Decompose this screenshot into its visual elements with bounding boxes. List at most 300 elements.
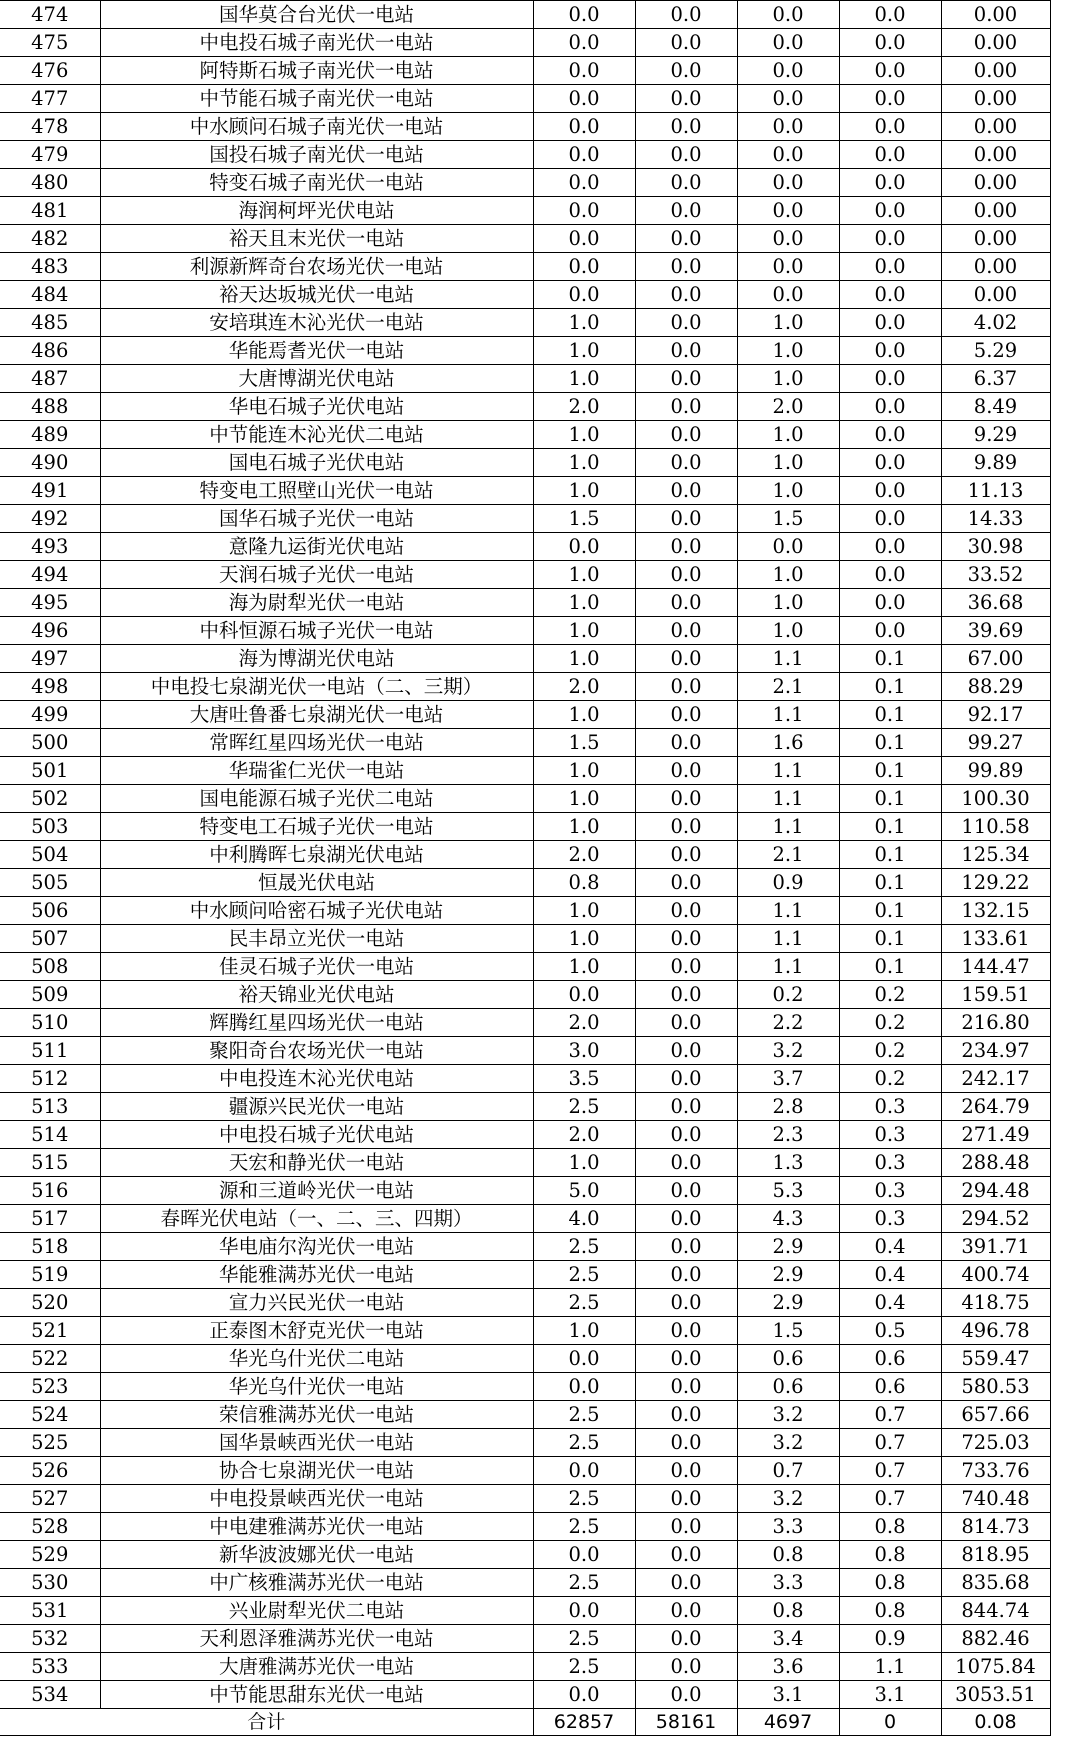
- value-cell[interactable]: 0.00: [941, 141, 1050, 169]
- value-cell[interactable]: 0.0: [839, 505, 941, 533]
- station-name-cell[interactable]: 华电石城子光伏电站: [100, 393, 533, 421]
- value-cell[interactable]: 725.03: [941, 1429, 1050, 1457]
- value-cell[interactable]: 0.6: [839, 1345, 941, 1373]
- value-cell[interactable]: 0.0: [533, 1373, 635, 1401]
- row-number-cell[interactable]: 532: [0, 1625, 100, 1653]
- station-name-cell[interactable]: 中电投石城子南光伏一电站: [100, 29, 533, 57]
- station-name-cell[interactable]: 天宏和静光伏一电站: [100, 1149, 533, 1177]
- value-cell[interactable]: 1.0: [737, 421, 839, 449]
- value-cell[interactable]: 8.49: [941, 393, 1050, 421]
- value-cell[interactable]: 0.00: [941, 113, 1050, 141]
- value-cell[interactable]: 2.0: [533, 841, 635, 869]
- value-cell[interactable]: 1.0: [737, 617, 839, 645]
- value-cell[interactable]: 1.6: [737, 729, 839, 757]
- value-cell[interactable]: 0.0: [635, 225, 737, 253]
- row-number-cell[interactable]: 512: [0, 1065, 100, 1093]
- value-cell[interactable]: 0.0: [635, 645, 737, 673]
- value-cell[interactable]: 0.3: [839, 1093, 941, 1121]
- value-cell[interactable]: 0.1: [839, 869, 941, 897]
- value-cell[interactable]: 2.2: [737, 1009, 839, 1037]
- value-cell[interactable]: 6.37: [941, 365, 1050, 393]
- station-name-cell[interactable]: 特变电工照壁山光伏一电站: [100, 477, 533, 505]
- value-cell[interactable]: 0.0: [635, 589, 737, 617]
- value-cell[interactable]: 4.02: [941, 309, 1050, 337]
- value-cell[interactable]: 391.71: [941, 1233, 1050, 1261]
- value-cell[interactable]: 1.1: [737, 757, 839, 785]
- value-cell[interactable]: 1.0: [533, 617, 635, 645]
- value-cell[interactable]: 0.0: [533, 1345, 635, 1373]
- row-number-cell[interactable]: 519: [0, 1261, 100, 1289]
- row-number-cell[interactable]: 529: [0, 1541, 100, 1569]
- row-number-cell[interactable]: 524: [0, 1401, 100, 1429]
- value-cell[interactable]: 0.0: [635, 1, 737, 29]
- value-cell[interactable]: 0.00: [941, 57, 1050, 85]
- value-cell[interactable]: 0.0: [635, 1569, 737, 1597]
- value-cell[interactable]: 0.8: [839, 1569, 941, 1597]
- value-cell[interactable]: 133.61: [941, 925, 1050, 953]
- value-cell[interactable]: 0.8: [737, 1541, 839, 1569]
- station-name-cell[interactable]: 华瑞雀仁光伏一电站: [100, 757, 533, 785]
- value-cell[interactable]: 1.0: [533, 701, 635, 729]
- value-cell[interactable]: 0.0: [737, 1, 839, 29]
- value-cell[interactable]: 559.47: [941, 1345, 1050, 1373]
- value-cell[interactable]: 835.68: [941, 1569, 1050, 1597]
- row-number-cell[interactable]: 506: [0, 897, 100, 925]
- row-number-cell[interactable]: 526: [0, 1457, 100, 1485]
- value-cell[interactable]: 0.0: [533, 85, 635, 113]
- value-cell[interactable]: 0.0: [737, 281, 839, 309]
- total-value-cell[interactable]: 0.08: [941, 1709, 1050, 1736]
- value-cell[interactable]: 0.0: [533, 1597, 635, 1625]
- value-cell[interactable]: 0.00: [941, 281, 1050, 309]
- value-cell[interactable]: 0.0: [839, 617, 941, 645]
- value-cell[interactable]: 1.0: [533, 449, 635, 477]
- value-cell[interactable]: 0.0: [635, 673, 737, 701]
- row-number-cell[interactable]: 491: [0, 477, 100, 505]
- value-cell[interactable]: 0.3: [839, 1205, 941, 1233]
- row-number-cell[interactable]: 513: [0, 1093, 100, 1121]
- value-cell[interactable]: 0.9: [737, 869, 839, 897]
- total-value-cell[interactable]: 4697: [737, 1709, 839, 1736]
- value-cell[interactable]: 1.0: [533, 1149, 635, 1177]
- row-number-cell[interactable]: 509: [0, 981, 100, 1009]
- value-cell[interactable]: 0.0: [635, 1597, 737, 1625]
- value-cell[interactable]: 2.9: [737, 1289, 839, 1317]
- value-cell[interactable]: 0.0: [635, 113, 737, 141]
- station-name-cell[interactable]: 大唐吐鲁番七泉湖光伏一电站: [100, 701, 533, 729]
- value-cell[interactable]: 0.0: [635, 449, 737, 477]
- value-cell[interactable]: 3.3: [737, 1513, 839, 1541]
- station-name-cell[interactable]: 兴业尉犁光伏二电站: [100, 1597, 533, 1625]
- station-name-cell[interactable]: 特变电工石城子光伏一电站: [100, 813, 533, 841]
- value-cell[interactable]: 1.5: [533, 505, 635, 533]
- row-number-cell[interactable]: 487: [0, 365, 100, 393]
- row-number-cell[interactable]: 488: [0, 393, 100, 421]
- value-cell[interactable]: 0.0: [737, 141, 839, 169]
- row-number-cell[interactable]: 508: [0, 953, 100, 981]
- value-cell[interactable]: 2.5: [533, 1653, 635, 1681]
- row-number-cell[interactable]: 478: [0, 113, 100, 141]
- value-cell[interactable]: 2.3: [737, 1121, 839, 1149]
- total-label-cell[interactable]: 合计: [0, 1709, 533, 1736]
- value-cell[interactable]: 1.0: [533, 1317, 635, 1345]
- value-cell[interactable]: 33.52: [941, 561, 1050, 589]
- value-cell[interactable]: 0.8: [737, 1597, 839, 1625]
- station-name-cell[interactable]: 大唐博湖光伏电站: [100, 365, 533, 393]
- value-cell[interactable]: 3.2: [737, 1401, 839, 1429]
- row-number-cell[interactable]: 516: [0, 1177, 100, 1205]
- station-name-cell[interactable]: 辉腾红星四场光伏一电站: [100, 1009, 533, 1037]
- value-cell[interactable]: 1.0: [737, 477, 839, 505]
- value-cell[interactable]: 110.58: [941, 813, 1050, 841]
- station-name-cell[interactable]: 中节能连木沁光伏二电站: [100, 421, 533, 449]
- value-cell[interactable]: 882.46: [941, 1625, 1050, 1653]
- station-name-cell[interactable]: 中节能思甜东光伏一电站: [100, 1681, 533, 1709]
- value-cell[interactable]: 0.0: [533, 225, 635, 253]
- station-name-cell[interactable]: 安培琪连木沁光伏一电站: [100, 309, 533, 337]
- value-cell[interactable]: 9.89: [941, 449, 1050, 477]
- value-cell[interactable]: 0.0: [839, 253, 941, 281]
- value-cell[interactable]: 5.0: [533, 1177, 635, 1205]
- value-cell[interactable]: 0.00: [941, 169, 1050, 197]
- value-cell[interactable]: 0.0: [635, 1457, 737, 1485]
- value-cell[interactable]: 242.17: [941, 1065, 1050, 1093]
- row-number-cell[interactable]: 503: [0, 813, 100, 841]
- row-number-cell[interactable]: 498: [0, 673, 100, 701]
- value-cell[interactable]: 1.0: [533, 897, 635, 925]
- station-name-cell[interactable]: 中电投景峡西光伏一电站: [100, 1485, 533, 1513]
- value-cell[interactable]: 0.0: [737, 113, 839, 141]
- row-number-cell[interactable]: 518: [0, 1233, 100, 1261]
- value-cell[interactable]: 0.0: [839, 365, 941, 393]
- row-number-cell[interactable]: 477: [0, 85, 100, 113]
- value-cell[interactable]: 0.0: [635, 981, 737, 1009]
- station-name-cell[interactable]: 中水顾问哈密石城子光伏电站: [100, 897, 533, 925]
- station-name-cell[interactable]: 海为博湖光伏电站: [100, 645, 533, 673]
- station-name-cell[interactable]: 春晖光伏电站（一、二、三、四期）: [100, 1205, 533, 1233]
- station-name-cell[interactable]: 协合七泉湖光伏一电站: [100, 1457, 533, 1485]
- value-cell[interactable]: 0.8: [533, 869, 635, 897]
- station-name-cell[interactable]: 新华波波娜光伏一电站: [100, 1541, 533, 1569]
- value-cell[interactable]: 0.0: [533, 197, 635, 225]
- value-cell[interactable]: 2.9: [737, 1261, 839, 1289]
- value-cell[interactable]: 3.1: [737, 1681, 839, 1709]
- value-cell[interactable]: 1.0: [737, 561, 839, 589]
- value-cell[interactable]: 0.0: [635, 1373, 737, 1401]
- row-number-cell[interactable]: 479: [0, 141, 100, 169]
- value-cell[interactable]: 100.30: [941, 785, 1050, 813]
- row-number-cell[interactable]: 511: [0, 1037, 100, 1065]
- value-cell[interactable]: 1.0: [533, 757, 635, 785]
- station-name-cell[interactable]: 大唐雅满苏光伏一电站: [100, 1653, 533, 1681]
- value-cell[interactable]: 0.0: [839, 57, 941, 85]
- value-cell[interactable]: 0.5: [839, 1317, 941, 1345]
- value-cell[interactable]: 0.0: [737, 533, 839, 561]
- value-cell[interactable]: 0.0: [635, 141, 737, 169]
- value-cell[interactable]: 0.0: [533, 1541, 635, 1569]
- value-cell[interactable]: 0.8: [839, 1597, 941, 1625]
- value-cell[interactable]: 0.6: [737, 1373, 839, 1401]
- value-cell[interactable]: 288.48: [941, 1149, 1050, 1177]
- station-name-cell[interactable]: 中广核雅满苏光伏一电站: [100, 1569, 533, 1597]
- station-name-cell[interactable]: 中电建雅满苏光伏一电站: [100, 1513, 533, 1541]
- value-cell[interactable]: 0.0: [839, 561, 941, 589]
- value-cell[interactable]: 36.68: [941, 589, 1050, 617]
- value-cell[interactable]: 0.0: [635, 729, 737, 757]
- value-cell[interactable]: 0.0: [839, 393, 941, 421]
- value-cell[interactable]: 0.2: [737, 981, 839, 1009]
- station-name-cell[interactable]: 宣力兴民光伏一电站: [100, 1289, 533, 1317]
- value-cell[interactable]: 0.0: [533, 533, 635, 561]
- station-name-cell[interactable]: 正泰图木舒克光伏一电站: [100, 1317, 533, 1345]
- value-cell[interactable]: 1.0: [533, 337, 635, 365]
- value-cell[interactable]: 0.7: [839, 1485, 941, 1513]
- row-number-cell[interactable]: 510: [0, 1009, 100, 1037]
- value-cell[interactable]: 0.3: [839, 1121, 941, 1149]
- station-name-cell[interactable]: 源和三道岭光伏一电站: [100, 1177, 533, 1205]
- value-cell[interactable]: 1.1: [737, 701, 839, 729]
- value-cell[interactable]: 0.0: [635, 1121, 737, 1149]
- value-cell[interactable]: 0.0: [839, 533, 941, 561]
- value-cell[interactable]: 0.0: [635, 701, 737, 729]
- row-number-cell[interactable]: 522: [0, 1345, 100, 1373]
- value-cell[interactable]: 159.51: [941, 981, 1050, 1009]
- station-name-cell[interactable]: 中电投连木沁光伏电站: [100, 1065, 533, 1093]
- row-number-cell[interactable]: 500: [0, 729, 100, 757]
- station-name-cell[interactable]: 恒晟光伏电站: [100, 869, 533, 897]
- row-number-cell[interactable]: 530: [0, 1569, 100, 1597]
- station-name-cell[interactable]: 裕天达坂城光伏一电站: [100, 281, 533, 309]
- value-cell[interactable]: 0.0: [635, 953, 737, 981]
- value-cell[interactable]: 0.0: [635, 309, 737, 337]
- station-name-cell[interactable]: 荣信雅满苏光伏一电站: [100, 1401, 533, 1429]
- value-cell[interactable]: 400.74: [941, 1261, 1050, 1289]
- station-name-cell[interactable]: 裕天且末光伏一电站: [100, 225, 533, 253]
- value-cell[interactable]: 0.1: [839, 813, 941, 841]
- value-cell[interactable]: 0.00: [941, 85, 1050, 113]
- value-cell[interactable]: 0.0: [635, 1625, 737, 1653]
- row-number-cell[interactable]: 507: [0, 925, 100, 953]
- value-cell[interactable]: 99.27: [941, 729, 1050, 757]
- value-cell[interactable]: 0.0: [737, 57, 839, 85]
- value-cell[interactable]: 2.0: [533, 393, 635, 421]
- row-number-cell[interactable]: 493: [0, 533, 100, 561]
- row-number-cell[interactable]: 527: [0, 1485, 100, 1513]
- station-name-cell[interactable]: 华能雅满苏光伏一电站: [100, 1261, 533, 1289]
- value-cell[interactable]: 0.2: [839, 1065, 941, 1093]
- value-cell[interactable]: 144.47: [941, 953, 1050, 981]
- station-name-cell[interactable]: 华能焉耆光伏一电站: [100, 337, 533, 365]
- value-cell[interactable]: 1.0: [533, 421, 635, 449]
- value-cell[interactable]: 2.1: [737, 673, 839, 701]
- value-cell[interactable]: 0.0: [635, 1093, 737, 1121]
- station-name-cell[interactable]: 聚阳奇台农场光伏一电站: [100, 1037, 533, 1065]
- value-cell[interactable]: 0.2: [839, 1009, 941, 1037]
- value-cell[interactable]: 0.7: [839, 1457, 941, 1485]
- station-name-cell[interactable]: 国华莫合台光伏一电站: [100, 1, 533, 29]
- value-cell[interactable]: 2.5: [533, 1569, 635, 1597]
- row-number-cell[interactable]: 523: [0, 1373, 100, 1401]
- value-cell[interactable]: 88.29: [941, 673, 1050, 701]
- value-cell[interactable]: 0.7: [839, 1401, 941, 1429]
- station-name-cell[interactable]: 华光乌什光伏二电站: [100, 1345, 533, 1373]
- value-cell[interactable]: 2.0: [737, 393, 839, 421]
- station-name-cell[interactable]: 利源新辉奇台农场光伏一电站: [100, 253, 533, 281]
- value-cell[interactable]: 0.0: [635, 169, 737, 197]
- value-cell[interactable]: 1.0: [533, 953, 635, 981]
- value-cell[interactable]: 3.1: [839, 1681, 941, 1709]
- station-name-cell[interactable]: 中水顾问石城子南光伏一电站: [100, 113, 533, 141]
- value-cell[interactable]: 0.6: [737, 1345, 839, 1373]
- value-cell[interactable]: 1.1: [737, 785, 839, 813]
- value-cell[interactable]: 11.13: [941, 477, 1050, 505]
- value-cell[interactable]: 0.0: [635, 1261, 737, 1289]
- value-cell[interactable]: 1075.84: [941, 1653, 1050, 1681]
- station-name-cell[interactable]: 中节能石城子南光伏一电站: [100, 85, 533, 113]
- value-cell[interactable]: 0.0: [635, 1177, 737, 1205]
- row-number-cell[interactable]: 496: [0, 617, 100, 645]
- value-cell[interactable]: 580.53: [941, 1373, 1050, 1401]
- value-cell[interactable]: 1.3: [737, 1149, 839, 1177]
- value-cell[interactable]: 4.0: [533, 1205, 635, 1233]
- value-cell[interactable]: 5.29: [941, 337, 1050, 365]
- value-cell[interactable]: 844.74: [941, 1597, 1050, 1625]
- value-cell[interactable]: 92.17: [941, 701, 1050, 729]
- value-cell[interactable]: 294.48: [941, 1177, 1050, 1205]
- value-cell[interactable]: 0.0: [839, 449, 941, 477]
- row-number-cell[interactable]: 502: [0, 785, 100, 813]
- value-cell[interactable]: 1.0: [533, 561, 635, 589]
- row-number-cell[interactable]: 481: [0, 197, 100, 225]
- value-cell[interactable]: 3.0: [533, 1037, 635, 1065]
- value-cell[interactable]: 1.0: [533, 365, 635, 393]
- value-cell[interactable]: 3.4: [737, 1625, 839, 1653]
- row-number-cell[interactable]: 475: [0, 29, 100, 57]
- value-cell[interactable]: 3.2: [737, 1485, 839, 1513]
- row-number-cell[interactable]: 483: [0, 253, 100, 281]
- row-number-cell[interactable]: 534: [0, 1681, 100, 1709]
- value-cell[interactable]: 0.0: [839, 141, 941, 169]
- value-cell[interactable]: 0.0: [533, 141, 635, 169]
- value-cell[interactable]: 0.0: [635, 1653, 737, 1681]
- station-name-cell[interactable]: 国投石城子南光伏一电站: [100, 141, 533, 169]
- station-name-cell[interactable]: 中电投石城子光伏电站: [100, 1121, 533, 1149]
- value-cell[interactable]: 0.00: [941, 253, 1050, 281]
- value-cell[interactable]: 2.5: [533, 1485, 635, 1513]
- total-value-cell[interactable]: 58161: [635, 1709, 737, 1736]
- station-name-cell[interactable]: 中利腾晖七泉湖光伏电站: [100, 841, 533, 869]
- value-cell[interactable]: 0.0: [635, 477, 737, 505]
- value-cell[interactable]: 3.5: [533, 1065, 635, 1093]
- value-cell[interactable]: 3053.51: [941, 1681, 1050, 1709]
- value-cell[interactable]: 0.0: [839, 29, 941, 57]
- value-cell[interactable]: 39.69: [941, 617, 1050, 645]
- station-name-cell[interactable]: 国华景峡西光伏一电站: [100, 1429, 533, 1457]
- value-cell[interactable]: 0.0: [635, 1317, 737, 1345]
- value-cell[interactable]: 0.0: [839, 225, 941, 253]
- row-number-cell[interactable]: 531: [0, 1597, 100, 1625]
- value-cell[interactable]: 0.8: [839, 1513, 941, 1541]
- value-cell[interactable]: 0.0: [635, 869, 737, 897]
- value-cell[interactable]: 271.49: [941, 1121, 1050, 1149]
- value-cell[interactable]: 30.98: [941, 533, 1050, 561]
- value-cell[interactable]: 0.0: [533, 29, 635, 57]
- value-cell[interactable]: 5.3: [737, 1177, 839, 1205]
- value-cell[interactable]: 0.0: [839, 309, 941, 337]
- value-cell[interactable]: 294.52: [941, 1205, 1050, 1233]
- value-cell[interactable]: 216.80: [941, 1009, 1050, 1037]
- value-cell[interactable]: 0.0: [839, 281, 941, 309]
- value-cell[interactable]: 0.0: [635, 533, 737, 561]
- value-cell[interactable]: 0.0: [635, 1065, 737, 1093]
- value-cell[interactable]: 418.75: [941, 1289, 1050, 1317]
- value-cell[interactable]: 0.0: [635, 785, 737, 813]
- value-cell[interactable]: 0.0: [635, 85, 737, 113]
- row-number-cell[interactable]: 504: [0, 841, 100, 869]
- value-cell[interactable]: 0.0: [737, 169, 839, 197]
- value-cell[interactable]: 3.7: [737, 1065, 839, 1093]
- row-number-cell[interactable]: 484: [0, 281, 100, 309]
- value-cell[interactable]: 0.1: [839, 673, 941, 701]
- value-cell[interactable]: 1.1: [737, 953, 839, 981]
- row-number-cell[interactable]: 495: [0, 589, 100, 617]
- row-number-cell[interactable]: 505: [0, 869, 100, 897]
- row-number-cell[interactable]: 525: [0, 1429, 100, 1457]
- value-cell[interactable]: 1.0: [533, 589, 635, 617]
- row-number-cell[interactable]: 517: [0, 1205, 100, 1233]
- value-cell[interactable]: 1.5: [533, 729, 635, 757]
- value-cell[interactable]: 0.0: [839, 197, 941, 225]
- value-cell[interactable]: 0.1: [839, 897, 941, 925]
- value-cell[interactable]: 0.0: [635, 1485, 737, 1513]
- value-cell[interactable]: 0.0: [635, 1429, 737, 1457]
- value-cell[interactable]: 0.0: [635, 1345, 737, 1373]
- value-cell[interactable]: 1.0: [737, 337, 839, 365]
- row-number-cell[interactable]: 492: [0, 505, 100, 533]
- value-cell[interactable]: 2.5: [533, 1093, 635, 1121]
- value-cell[interactable]: 1.0: [737, 589, 839, 617]
- row-number-cell[interactable]: 521: [0, 1317, 100, 1345]
- value-cell[interactable]: 2.5: [533, 1289, 635, 1317]
- value-cell[interactable]: 1.0: [533, 309, 635, 337]
- value-cell[interactable]: 125.34: [941, 841, 1050, 869]
- value-cell[interactable]: 0.0: [635, 253, 737, 281]
- value-cell[interactable]: 3.2: [737, 1429, 839, 1457]
- value-cell[interactable]: 0.0: [635, 337, 737, 365]
- value-cell[interactable]: 0.0: [635, 1149, 737, 1177]
- value-cell[interactable]: 0.0: [533, 113, 635, 141]
- value-cell[interactable]: 0.0: [737, 253, 839, 281]
- row-number-cell[interactable]: 499: [0, 701, 100, 729]
- station-name-cell[interactable]: 海为尉犁光伏一电站: [100, 589, 533, 617]
- row-number-cell[interactable]: 480: [0, 169, 100, 197]
- row-number-cell[interactable]: 490: [0, 449, 100, 477]
- value-cell[interactable]: 0.0: [635, 1541, 737, 1569]
- value-cell[interactable]: 1.5: [737, 1317, 839, 1345]
- value-cell[interactable]: 129.22: [941, 869, 1050, 897]
- value-cell[interactable]: 0.0: [839, 589, 941, 617]
- value-cell[interactable]: 0.1: [839, 785, 941, 813]
- value-cell[interactable]: 0.0: [839, 113, 941, 141]
- value-cell[interactable]: 2.0: [533, 673, 635, 701]
- station-name-cell[interactable]: 国华石城子光伏一电站: [100, 505, 533, 533]
- station-name-cell[interactable]: 疆源兴民光伏一电站: [100, 1093, 533, 1121]
- station-name-cell[interactable]: 中电投七泉湖光伏一电站（二、三期）: [100, 673, 533, 701]
- row-number-cell[interactable]: 482: [0, 225, 100, 253]
- station-name-cell[interactable]: 华光乌什光伏一电站: [100, 1373, 533, 1401]
- value-cell[interactable]: 0.6: [839, 1373, 941, 1401]
- value-cell[interactable]: 0.0: [533, 253, 635, 281]
